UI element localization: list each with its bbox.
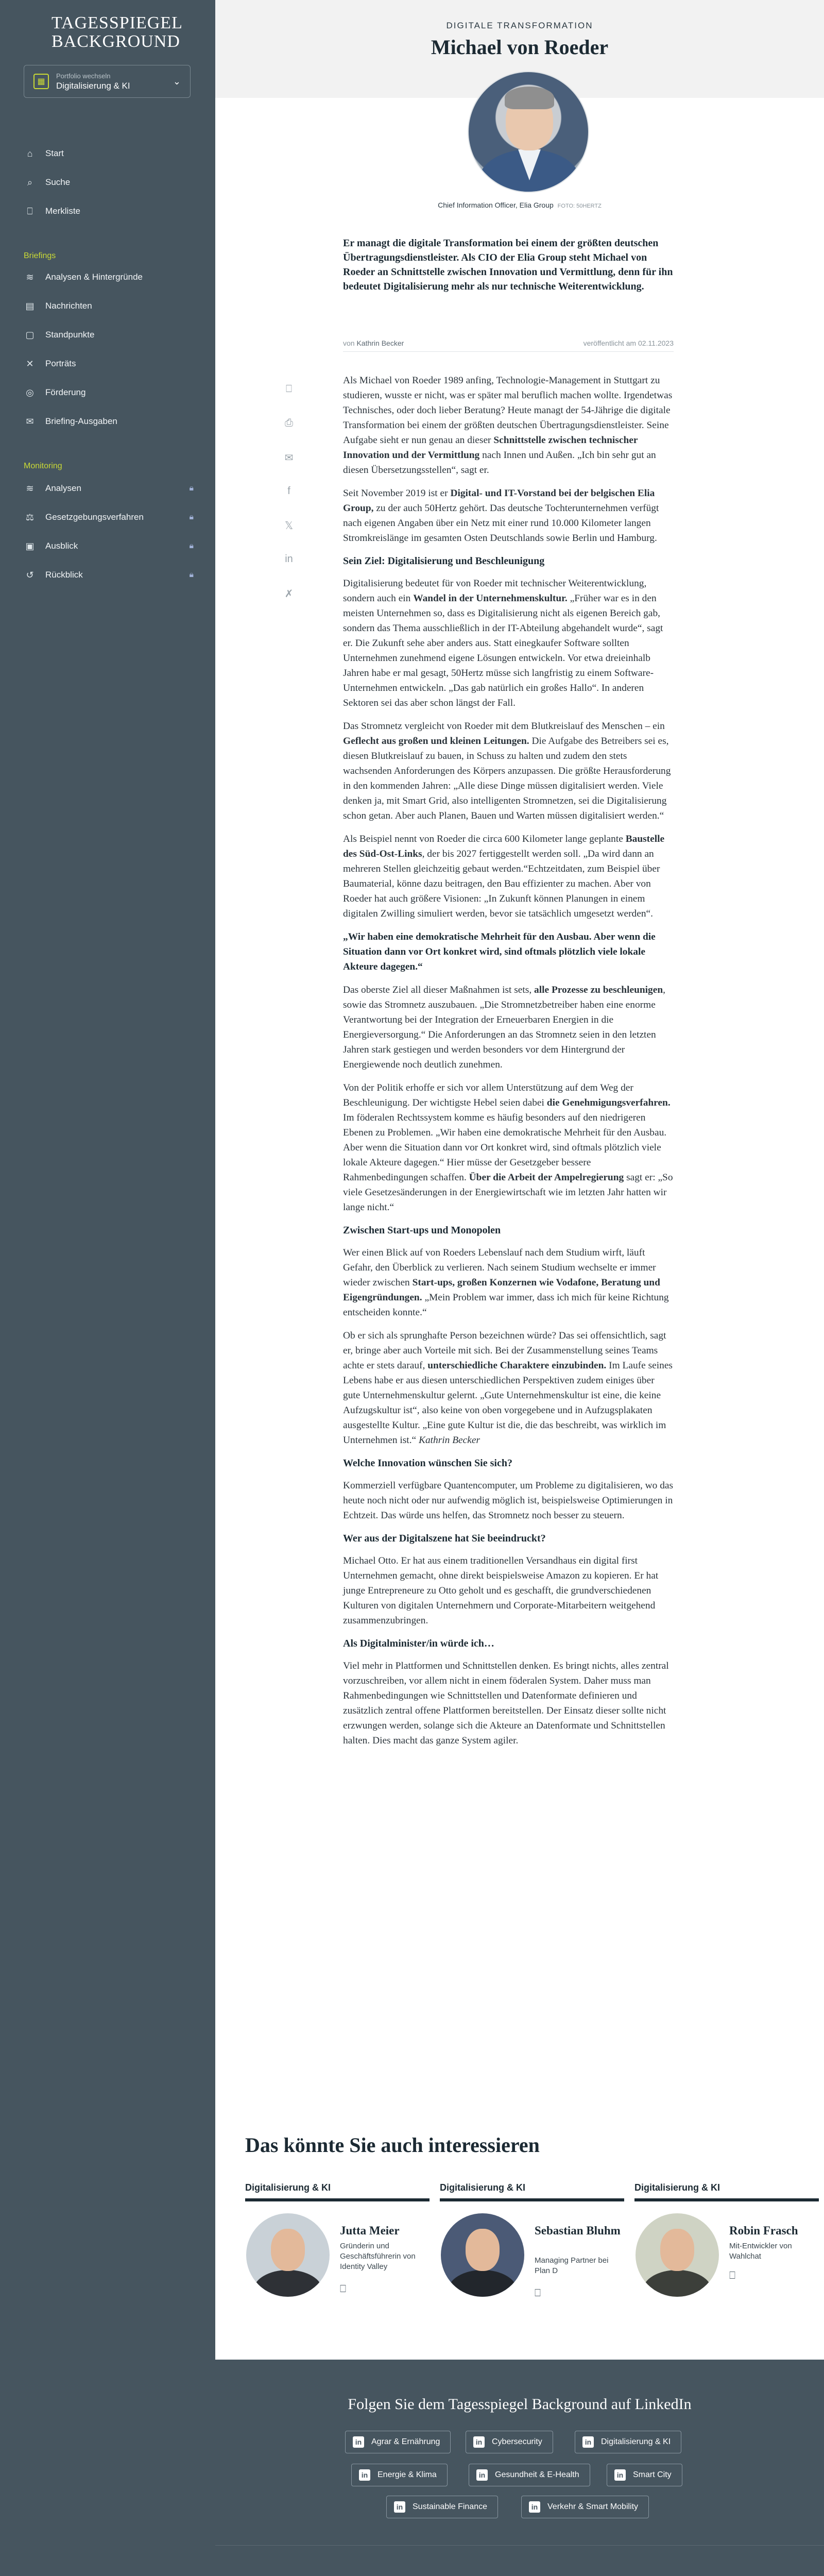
nav-briefing-ausgaben[interactable]: [24, 411, 194, 432]
portfolio-icon: ▦: [33, 74, 49, 89]
paragraph: Das oberste Ziel all dieser Maßnahmen ist sets, alle Prozesse zu beschleunigen, sowie das Stromnetz auszubauen. „Die Stromnetzbetreiber haben eine enorme Verantwortung bei der Integration der Erneuerbaren Energien in die Energieversorgung.“ Die Anforderungen an das Stromnetz seien in den letzten Jahren stark gestiegen und werden besonders vor dem Hintergrund der Energiewende noch deutlich zunehmen.: [343, 985, 665, 1070]
portfolio-value: Digitalisierung & KI: [56, 80, 130, 91]
bookmark-icon: ⎕: [27, 206, 33, 216]
paragraph: Das Stromnetz vergleicht von Roeder mit dem Blutkreislauf des Menschen – ein Geflecht aus großen und kleinen Leitungen. Die Aufgabe des Betreibers sei es, diesen Blutkreislauf zu bauen, in Schuss zu halten und zudem den stets wachsenden Anforderungen des Körpers anzupassen. Die größte Herausforderung in den kommenden Jahren: „Alle diese Dinge müssen digitalisiert werden. Viele denken ja, mit Smart Grid, also intelligenten Stromnetzen, sei die Digitalisierung schon getan. Aber auch Planen, Bauen und Warten müssen digitalisiert werden.“: [343, 721, 671, 821]
linkedin-chip[interactable]: in Smart City: [607, 2464, 682, 2486]
question-heading: Welche Innovation wünschen Sie sich?: [343, 1458, 512, 1469]
nav-search[interactable]: [24, 172, 194, 193]
nav-label: Analysen & Hintergründe: [45, 272, 143, 282]
author-link[interactable]: Kathrin Becker: [356, 339, 404, 347]
lock-icon: 🔒︎: [189, 513, 194, 521]
briefings-title: Briefings: [24, 251, 56, 260]
chevron-down-icon: ⌄: [173, 76, 181, 87]
paragraph: Als Michael von Roeder 1989 anfing, Technologie-Management in Stuttgart zu studieren, wusste er nicht, was er später mal beruflich machen wollte. Irgendetwas Technisches, oder doch lieber Beratung? Heute managt der 54-Jährige die digitale Transformation bei einem der größten deutschen Übertragungsdienstleister. Seine Aufgabe sieht er nun genau an dieser Schnittstelle zwischen technischer Innovation und der Vermittlung nach Innen und Außen. „Ich bin sehr gut an diesen Übersetzungsstellen“, sagt er.: [343, 375, 673, 476]
nav-bookmarks[interactable]: [24, 201, 194, 222]
paragraph: Ob er sich als sprunghafte Person bezeichnen würde? Das sei offensichtlich, sagt er, bringe aber auch Vorteile mit sich. Bei der Zusammenstellung seines Teams achte er stets darauf, unterschiedliche Charaktere einzubinden. Im Laufe seines Lebens habe er aus diesen unterschiedlichen Perspektiven zudem einiges über gute Unternehmenskultur gelernt. „Gute Unternehmenskultur ist eine, die keine Aufzugskultur ist“, also keine von oben vorgegebene und in Aufzugsplakaten ausgestellte Kultur. „Eine gute Kultur ist die, die das beschreibt, was wirklich im Unternehmen ist.“ Kathrin Becker: [343, 1330, 673, 1446]
recommendation-card[interactable]: [440, 2182, 624, 2316]
question-heading: Wer aus der Digitalszene hat Sie beeindruckt?: [343, 1533, 546, 1544]
portfolio-label: Portfolio wechseln: [56, 72, 111, 80]
nav-label: Briefing-Ausgaben: [45, 416, 117, 426]
card-description: Mit-Entwickler von Wahlchat: [729, 2242, 792, 2261]
paragraph: Wer einen Blick auf von Roeders Lebenslauf nach dem Studium wirft, läuft Gefahr, den Überblick zu verlieren. Nach seinem Studium wechselte er immer wieder zwischen Start-ups, großen Konzernen wie Vodafone, Beratung und Eigengründungen. „Mein Problem war immer, dass ich mich für keine Richtung entscheiden konnte.“: [343, 1247, 669, 1318]
paragraph: Michael Otto. Er hat aus einem traditionellen Versandhaus ein digital first Unternehmen gemacht, ohne direkt beispielsweise Amazon zu kopieren. Er hat junge Entrepreneure zu Otto geholt und es geschafft, die grundverschiedenen Kulturen von digitalen Unternehmern und Corporate-Mitarbeitern weitgehend zusammenzubringen.: [343, 1555, 659, 1626]
history-icon: ↺: [26, 569, 34, 580]
publish-date: veröffentlicht am 02.11.2023: [583, 339, 674, 347]
nav-label: Gesetzgebungsverfahren: [45, 512, 144, 522]
nav-monitoring-analysen[interactable]: [24, 478, 194, 499]
recommendations-title: Das könnte Sie auch interessieren: [245, 2133, 540, 2157]
nav-nachrichten[interactable]: [24, 296, 194, 316]
linkedin-icon: in: [529, 2501, 540, 2513]
nav-label: Rückblick: [45, 570, 83, 580]
x-twitter-icon[interactable]: 𝕏: [284, 520, 294, 532]
nav-label: Ausblick: [45, 541, 78, 551]
nav-label: Start: [45, 148, 64, 158]
gavel-icon: ⚖: [25, 512, 35, 522]
photo-caption: [215, 201, 824, 209]
portrait-photo: [468, 71, 589, 193]
nav-start[interactable]: [24, 143, 194, 164]
nav-label: Porträts: [45, 359, 76, 368]
paragraph: Von der Politik erhoffe er sich vor allem Unterstützung auf dem Weg der Beschleunigung. Der wichtigste Hebel seien dabei die Genehmigungsverfahren. Im föderalen Rechtssystem komme es häufig besonders auf den niedrigeren Ebenen zu Problemen. „Wir haben eine demokratische Mehrheit für den Ausbau. Aber wenn die Situation dann vor Ort konkret wird, sind oftmals plötzlich viele lokale Akteure dagegen.“ Hier müsse der Gesetzgeber bessere Rahmenbedingungen schaffen. Über die Arbeit der Ampelregierung sagt er: „So viele Gesetzesänderungen in der Energiewirtschaft wie im letzten Jahr hatten wir lange nicht.“: [343, 1082, 673, 1213]
layers-icon: ≋: [26, 272, 34, 282]
funding-icon: ◎: [26, 387, 34, 398]
logo-line-2: BACKGROUND: [52, 32, 180, 51]
email-icon[interactable]: ✉: [284, 452, 294, 464]
bookmark-icon[interactable]: ⎕: [729, 2270, 735, 2281]
card-photo: [246, 2213, 330, 2297]
bookmark-icon[interactable]: ⎕: [286, 383, 292, 395]
photo-credit: FOTO: 50HERTZ: [557, 203, 602, 209]
linkedin-follow-section: [215, 2360, 824, 2545]
article-title: Michael von Roeder: [431, 36, 609, 59]
paragraph: Als Beispiel nennt von Roeder die circa 600 Kilometer lange geplante Baustelle des Süd-Ost-Links, der bis 2027 fertiggestellt werden soll. „Da wird dann an mehreren Stellen gleichzeitig gebaut werden.“Echtzeitdaten, zum Beispiel über Baumaterial, könne dazu beitragen, den Bau effizienter zu machen. Aber von Roeder hat auch größere Visionen: „In Zukunft können Planungen in einem digitalen Zwilling simuliert werden, bevor sie tatsächlich umgesetzt werden“.: [343, 834, 665, 919]
card-category: Digitalisierung & KI: [634, 2182, 819, 2201]
linkedin-chip[interactable]: in Gesundheit & E-Health: [469, 2464, 590, 2486]
nav-label: Nachrichten: [45, 301, 92, 311]
article-body: [343, 373, 674, 1756]
portrait-icon: ✕: [26, 358, 34, 369]
lock-icon: 🔒︎: [189, 570, 194, 579]
newspaper-icon: ▤: [25, 300, 35, 311]
brand-logo[interactable]: [52, 13, 183, 51]
nav-label: Analysen: [45, 483, 81, 493]
question-heading: Als Digitalminister/in würde ich…: [343, 1638, 494, 1649]
lock-icon: 🔒︎: [189, 541, 194, 550]
linkedin-chip[interactable]: in Agrar & Ernährung: [345, 2431, 451, 2453]
recommendation-card[interactable]: [634, 2182, 819, 2316]
chat-icon: ▢: [25, 329, 35, 340]
linkedin-icon: in: [614, 2469, 626, 2481]
xing-icon[interactable]: ✗: [284, 588, 294, 600]
linkedin-chip[interactable]: in Digitalisierung & KI: [575, 2431, 681, 2453]
linkedin-chip[interactable]: in Cybersecurity: [466, 2431, 553, 2453]
pull-quote: „Wir haben eine demokratische Mehrheit für den Ausbau. Aber wenn die Situation dann vor Ort konkret wird, sind oftmals plötzlich viele lokale Akteure dagegen.“: [343, 931, 656, 972]
section-heading: Sein Ziel: Digitalisierung und Beschleunigung: [343, 555, 545, 567]
monitoring-title: Monitoring: [24, 462, 62, 470]
linkedin-icon[interactable]: in: [285, 553, 293, 565]
footer: [215, 2545, 824, 2576]
paragraph: Viel mehr in Plattformen und Schnittstellen denken. Es bringt nichts, alles zentral vorzuschreiben, vor allem nicht in einem föderalen System. Daher muss man Rahmenbedingungen wie Schnittstellen und Datenformate definieren und zusätzlich zentral offene Plattformen bereitstellen. Der Einsatz dieser sollte nicht erzwungen werden, solange sich die Akteure an Datenformate und Schnittstellen halten. Dies macht das ganze System agiler.: [343, 1660, 669, 1746]
card-name: Jutta Meier: [340, 2224, 400, 2237]
caption-text: Chief Information Officer, Elia Group: [438, 201, 554, 209]
card-description: Managing Partner bei Plan D: [535, 2256, 609, 2275]
linkedin-icon: in: [476, 2469, 488, 2481]
byline: [343, 339, 674, 352]
article-kicker: DIGITALE TRANSFORMATION: [446, 21, 593, 30]
nav-label: Standpunkte: [45, 330, 95, 340]
linkedin-icon: in: [473, 2436, 485, 2448]
linkedin-chip[interactable]: in Sustainable Finance: [386, 2496, 498, 2518]
linkedin-icon: in: [359, 2469, 370, 2481]
nav-gesetzgebungsverfahren[interactable]: [24, 507, 194, 528]
print-icon[interactable]: ⎙: [285, 417, 293, 429]
nav-analysen-hintergruende[interactable]: [24, 267, 194, 287]
follow-title: Folgen Sie dem Tagesspiegel Background auf LinkedIn: [348, 2396, 692, 2413]
facebook-icon[interactable]: f: [287, 485, 290, 497]
nav-portraets[interactable]: [24, 353, 194, 374]
paragraph: Digitalisierung bedeutet für von Roeder mit technischer Weiterentwicklung, sondern auch ein Wandel in der Unternehmenskultur. „Früher war es in den meisten Unternehmen so, dass es Digitalisierung nicht als eigenen Bereich gab, sondern das Thema ausschließlich in der IT-Abteilung abgehandelt wurde“, sagt er. Die Zukunft sehe aber anders aus. Statt einegkaufer Software sollten Unternehmen zunehmend eigene Lösungen entwickeln. Vor etwa dreieinhalb Jahren habe er mal gesagt, 50Hertz müsse sich langfristig zu einem Software-Unternehmen entwickeln. „Das gab natürlich ein großes Hallo“. In anderen Sektoren sei das aber schon längst der Fall.: [343, 578, 663, 708]
linkedin-icon: in: [582, 2436, 594, 2448]
linkedin-chip[interactable]: in Energie & Klima: [351, 2464, 448, 2486]
search-icon: ⌕: [27, 177, 33, 188]
bookmark-icon[interactable]: ⎕: [340, 2283, 346, 2295]
mail-icon: ✉: [26, 416, 34, 427]
lock-icon: 🔒︎: [189, 484, 194, 493]
linkedin-icon: in: [394, 2501, 405, 2513]
byline-prefix: von: [343, 339, 355, 347]
card-name: Robin Frasch: [729, 2224, 798, 2237]
logo-line-1: TAGESSPIEGEL: [52, 13, 183, 32]
bookmark-icon[interactable]: ⎕: [535, 2287, 541, 2299]
nav-label: Merkliste: [45, 206, 81, 216]
card-photo: [636, 2213, 719, 2297]
section-heading: Zwischen Start-ups und Monopolen: [343, 1225, 501, 1236]
card-category: Digitalisierung & KI: [245, 2182, 430, 2201]
card-description: Gründerin und Geschäftsführerin von Identity Valley: [340, 2242, 416, 2271]
nav-ausblick[interactable]: [24, 536, 194, 556]
nav-label: Suche: [45, 177, 71, 187]
linkedin-chip[interactable]: in Verkehr & Smart Mobility: [521, 2496, 649, 2518]
card-photo: [441, 2213, 524, 2297]
linkedin-icon: in: [353, 2436, 364, 2448]
nav-label: Förderung: [45, 387, 86, 397]
author-signature: Kathrin Becker: [419, 1435, 480, 1446]
card-category: Digitalisierung & KI: [440, 2182, 624, 2201]
calendar-icon: ▣: [25, 540, 35, 551]
article-lead: Er managt die digitale Transformation bei einem der größten deutschen Übertragungsdienstleister. Als CIO der Elia Group steht Michael von Roeder an Schnittstelle zwischen Innovation und Vermittlung, denn für ihn bedeutet Digitalisierung mehr als nur technische Weiterentwicklung.: [343, 238, 673, 292]
home-icon: ⌂: [27, 148, 33, 159]
recommendation-card[interactable]: [245, 2182, 430, 2316]
nav-foerderung[interactable]: [24, 382, 194, 403]
portfolio-switcher[interactable]: [24, 65, 191, 98]
nav-rueckblick[interactable]: [24, 565, 194, 585]
paragraph: Kommerziell verfügbare Quantencomputer, um Probleme zu digitalisieren, wo das heute noch nicht oder nur aufwendig möglich ist, beispielsweise Optimierungen in Echtzeit. Das würde uns helfen, das Stromnetz noch besser zu steuern.: [343, 1480, 674, 1521]
card-name: Sebastian Bluhm: [535, 2224, 621, 2237]
nav-standpunkte[interactable]: [24, 325, 194, 345]
sidebar: [0, 0, 215, 2576]
layers-icon: ≋: [26, 483, 34, 494]
paragraph: Seit November 2019 ist er Digital- und IT-Vorstand bei der belgischen Elia Group, zu der auch 50Hertz gehört. Das deutsche Tochterunternehmen verfügt nach eigenen Angaben über ein Netz mit einer rund 10.000 Kilometer langen Stromkreislänge im gesamten Osten Deutschlands sowie Berlin und Hamburg.: [343, 488, 659, 544]
